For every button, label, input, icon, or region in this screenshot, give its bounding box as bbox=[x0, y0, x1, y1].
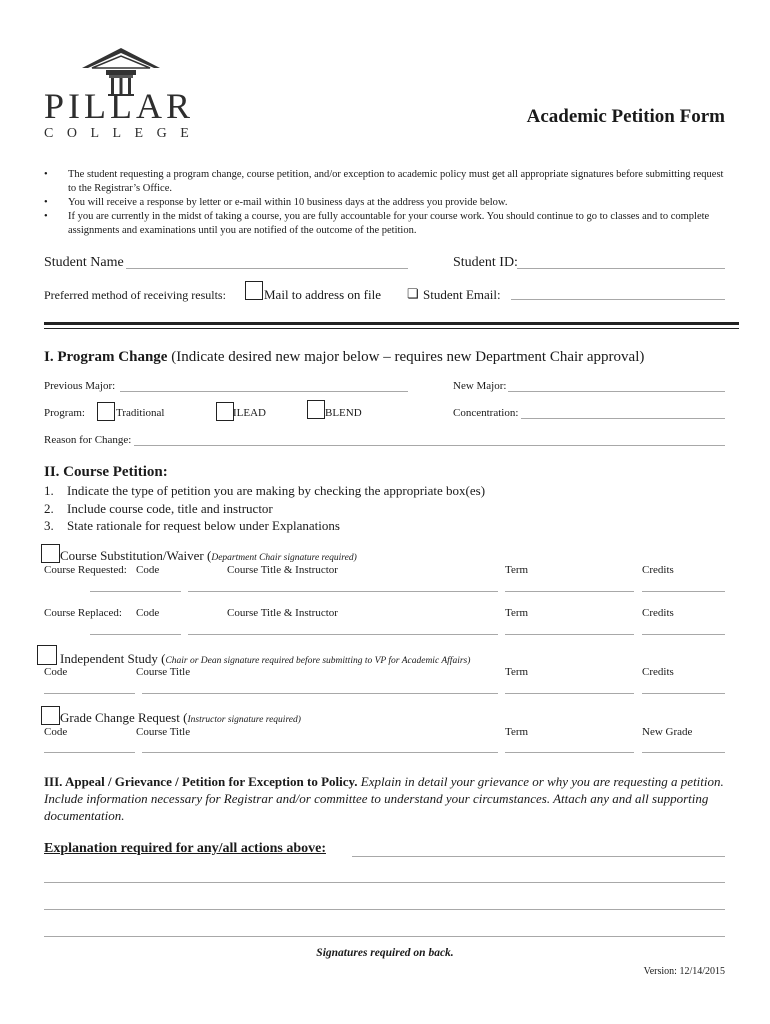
student-name-label: Student Name bbox=[44, 255, 124, 270]
mail-checkbox[interactable] bbox=[245, 281, 263, 300]
col-code: Code bbox=[136, 564, 160, 576]
traditional-option-label: Traditional bbox=[116, 407, 165, 419]
independent-code-field[interactable] bbox=[44, 693, 135, 694]
step-number: 1. bbox=[44, 483, 54, 498]
col-credits: Credits bbox=[642, 666, 674, 678]
explanation-line-4[interactable] bbox=[44, 936, 725, 937]
col-code: Code bbox=[44, 726, 68, 738]
step-number: 3. bbox=[44, 518, 54, 533]
independent-credits-field[interactable] bbox=[642, 693, 725, 694]
requested-term-field[interactable] bbox=[505, 591, 634, 592]
grade-code-field[interactable] bbox=[44, 752, 135, 753]
concentration-field[interactable] bbox=[521, 418, 725, 419]
logo-subtitle: COLLEGE bbox=[44, 126, 203, 141]
new-major-label: New Major: bbox=[453, 380, 507, 392]
section1-title-bold: I. Program Change bbox=[44, 349, 168, 365]
signatures-note: Signatures required on back. bbox=[316, 947, 454, 959]
replaced-code-field[interactable] bbox=[90, 634, 181, 635]
blend-option-label: BLEND bbox=[325, 407, 362, 419]
step-item bbox=[44, 482, 485, 500]
instruction-item: • The student requesting a program change, course petition, and/or exception to academic policy must get all appropriate signatures before submitting request to the Registrar’s Office. bbox=[44, 168, 734, 196]
student-id-field[interactable] bbox=[517, 268, 725, 269]
concentration-label: Concentration: bbox=[453, 407, 519, 419]
requested-code-field[interactable] bbox=[90, 591, 181, 592]
independent-study-label: Independent Study bbox=[60, 651, 162, 666]
student-email-field[interactable] bbox=[511, 299, 725, 300]
traditional-checkbox[interactable] bbox=[97, 402, 115, 421]
independent-study-heading bbox=[60, 651, 470, 667]
col-title-instructor: Course Title & Instructor bbox=[227, 607, 338, 619]
ilead-checkbox[interactable] bbox=[216, 402, 234, 421]
step-number: 2. bbox=[44, 500, 54, 516]
col-title: Course Title bbox=[136, 726, 191, 738]
independent-term-field[interactable] bbox=[505, 693, 634, 694]
instruction-item: • You will receive a response by letter or e-mail within 10 business days at the address you provide below. bbox=[44, 196, 734, 210]
requested-credits-field[interactable] bbox=[642, 591, 725, 592]
independent-study-checkbox[interactable] bbox=[37, 645, 57, 665]
substitution-heading bbox=[60, 548, 357, 564]
replaced-term-field[interactable] bbox=[505, 634, 634, 635]
col-term: Term bbox=[505, 666, 529, 678]
col-code: Code bbox=[44, 666, 68, 678]
col-term: Term bbox=[505, 726, 529, 738]
section3-title-bold: III. Appeal / Grievance / Petition for Exception to Policy. bbox=[44, 774, 358, 789]
col-title: Course Title bbox=[136, 666, 191, 678]
delivery-method-label: Preferred method of receiving results: bbox=[44, 288, 226, 302]
col-term: Term bbox=[505, 607, 529, 619]
requested-title-field[interactable] bbox=[188, 591, 498, 592]
grade-title-field[interactable] bbox=[142, 752, 498, 753]
ilead-option-label: ILEAD bbox=[233, 407, 266, 419]
email-option-label: Student Email: bbox=[423, 287, 501, 302]
instructions-list bbox=[44, 168, 734, 238]
step-text: Include course code, title and instructor bbox=[67, 500, 273, 516]
petition-steps bbox=[44, 482, 485, 535]
replaced-credits-field[interactable] bbox=[642, 634, 725, 635]
logo-wordmark: PILLAR bbox=[44, 86, 194, 126]
substitution-paren: ( bbox=[207, 548, 212, 563]
email-checkbox[interactable]: ❏ bbox=[407, 286, 419, 301]
col-title-instructor: Course Title & Instructor bbox=[227, 564, 338, 576]
reason-label: Reason for Change: bbox=[44, 434, 132, 446]
substitution-checkbox[interactable] bbox=[41, 544, 60, 563]
course-replaced-label: Course Replaced: bbox=[44, 607, 122, 619]
blend-checkbox[interactable] bbox=[307, 400, 325, 419]
substitution-label: Course Substitution/Waiver bbox=[60, 548, 207, 563]
independent-study-note: Chair or Dean signature required before submitting to VP for Academic Affairs) bbox=[165, 656, 471, 666]
section3-description: Explain in detail your grievance or why you are requesting a petition. Include information necessary for Registrar and/or committee to understand your circumstances. Attach any and all supporting documentation. bbox=[44, 774, 724, 823]
step-text: Indicate the type of petition you are making by checking the appropriate box(es) bbox=[67, 483, 486, 498]
grade-change-checkbox[interactable] bbox=[41, 706, 60, 725]
step-item bbox=[44, 500, 485, 518]
mail-option-label: Mail to address on file bbox=[264, 287, 381, 302]
independent-title-field[interactable] bbox=[142, 693, 498, 694]
section1-title-note: (Indicate desired new major below – requires new Department Chair approval) bbox=[167, 349, 645, 365]
instruction-item: • If you are currently in the midst of taking a course, you are fully accountable for your course work. You should continue to go to classes and to complete assignments and examinations until you are notified of the outcome of the petition. bbox=[44, 210, 734, 238]
version-label: Version: 12/14/2015 bbox=[643, 966, 725, 977]
new-major-field[interactable] bbox=[508, 391, 725, 392]
previous-major-label: Previous Major: bbox=[44, 380, 116, 392]
section2-title: II. Course Petition: bbox=[44, 464, 168, 480]
student-id-label: Student ID: bbox=[453, 255, 518, 270]
course-requested-label: Course Requested: bbox=[44, 564, 127, 576]
grade-change-paren: ( bbox=[183, 710, 188, 725]
grade-term-field[interactable] bbox=[505, 752, 634, 753]
col-new-grade: New Grade bbox=[642, 726, 693, 738]
grade-change-label: Grade Change Request bbox=[60, 710, 184, 725]
replaced-title-field[interactable] bbox=[188, 634, 498, 635]
explanation-line-3[interactable] bbox=[44, 909, 725, 910]
substitution-note: Department Chair signature required) bbox=[211, 553, 357, 563]
explanation-line-2[interactable] bbox=[44, 882, 725, 883]
grade-change-heading bbox=[60, 710, 301, 726]
grade-change-note: Instructor signature required) bbox=[187, 715, 301, 725]
form-title: Academic Petition Form bbox=[526, 106, 725, 127]
section-divider bbox=[44, 328, 739, 329]
section1-title bbox=[44, 349, 644, 366]
col-credits: Credits bbox=[642, 607, 674, 619]
col-credits: Credits bbox=[642, 564, 674, 576]
step-text: State rationale for request below under Explanations bbox=[67, 518, 340, 533]
col-term: Term bbox=[505, 564, 529, 576]
student-name-field[interactable] bbox=[126, 268, 408, 269]
independent-study-paren: ( bbox=[161, 651, 166, 666]
col-code: Code bbox=[136, 607, 160, 619]
reason-field[interactable] bbox=[134, 445, 725, 446]
explanation-line-1[interactable] bbox=[352, 856, 725, 857]
section3-title bbox=[44, 773, 728, 824]
grade-new-grade-field[interactable] bbox=[642, 752, 725, 753]
step-item bbox=[44, 517, 485, 535]
section-divider bbox=[44, 322, 739, 325]
previous-major-field[interactable] bbox=[120, 391, 408, 392]
explanation-heading: Explanation required for any/all actions above: bbox=[44, 841, 326, 856]
program-label: Program: bbox=[44, 407, 85, 419]
